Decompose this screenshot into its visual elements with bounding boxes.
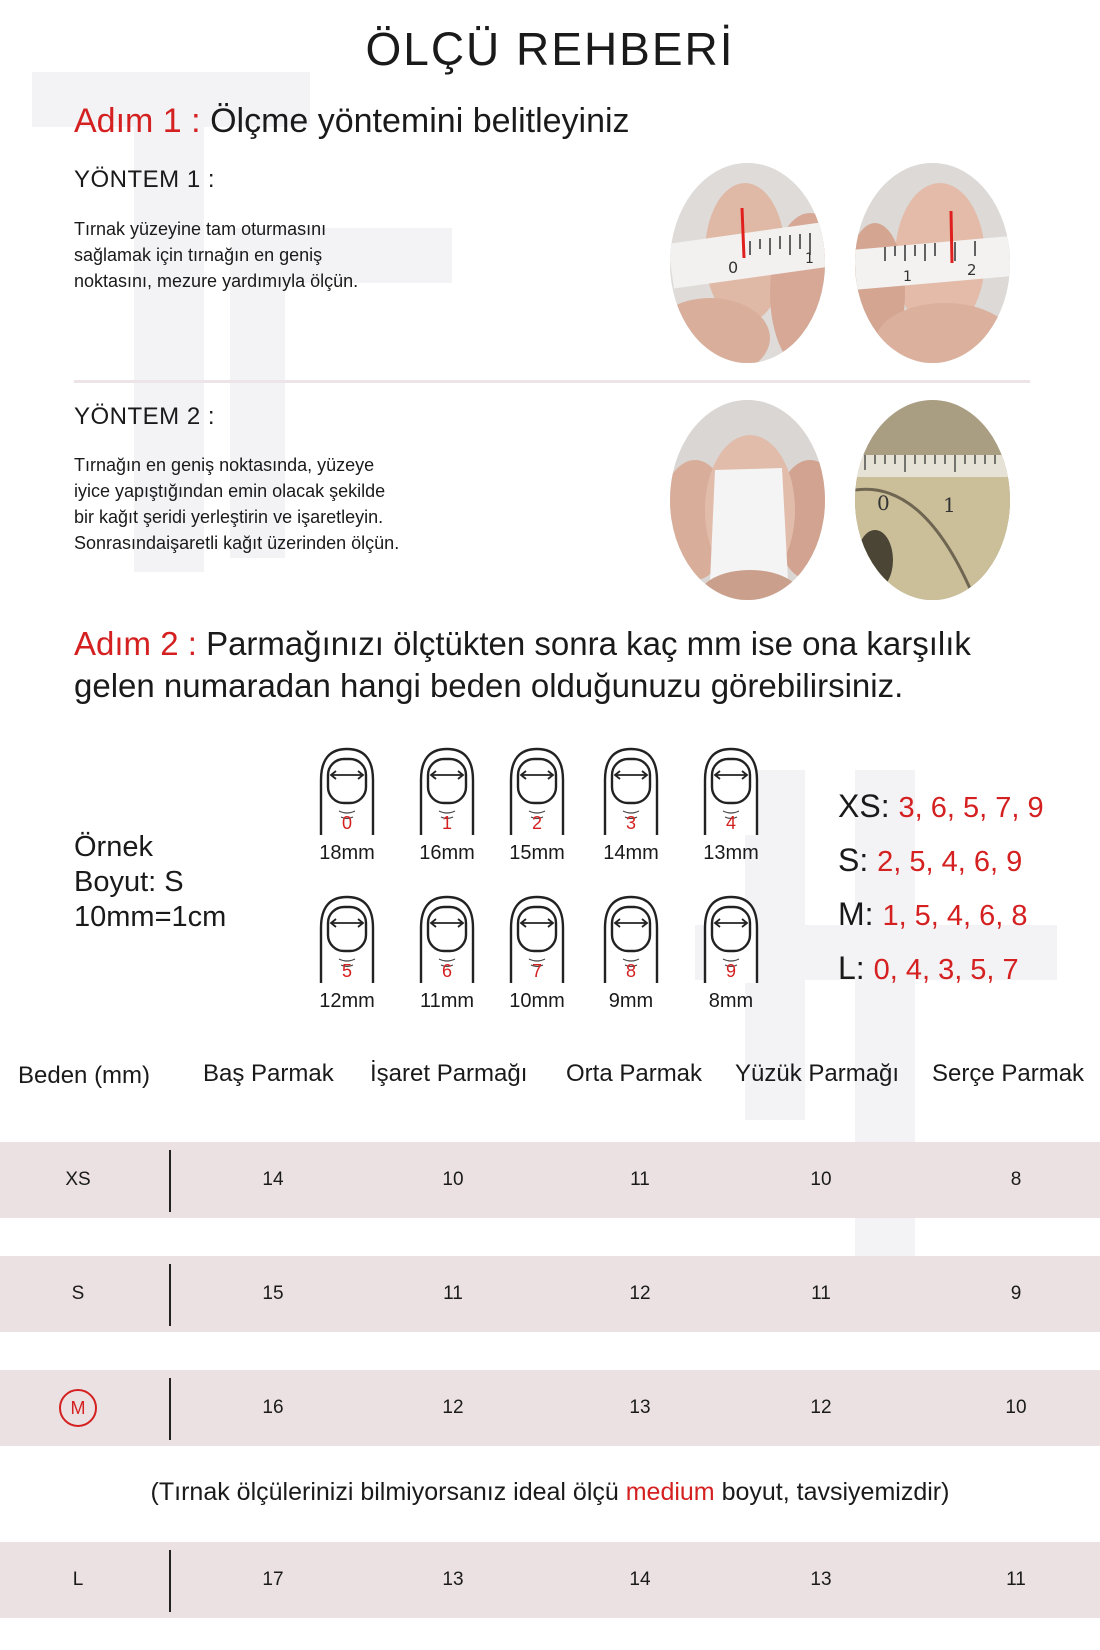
table-cell: 9	[1010, 1283, 1022, 1304]
nail-number: 6	[441, 961, 452, 981]
method1-heading: YÖNTEM 1 :	[74, 166, 216, 193]
method2-line: Tırnağın en geniş noktasında, yüzeye	[74, 455, 375, 475]
table-header-middle: Orta Parmak	[566, 1060, 703, 1087]
nail-number: 2	[531, 813, 542, 833]
table-cell-size: S	[71, 1283, 85, 1304]
nail-size-item	[502, 893, 572, 1013]
nail-mm: 18mm	[319, 842, 375, 864]
table-header-index: İşaret Parmağı	[370, 1060, 528, 1087]
table-header-ring: Yüzük Parmağı	[735, 1060, 900, 1087]
table-cell: 12	[810, 1397, 832, 1418]
table-cell-size	[28, 1370, 128, 1446]
method2-line: Sonrasındaişaretli kağıt üzerinden ölçün.	[74, 533, 400, 553]
column-separator	[169, 1264, 171, 1326]
table-header-size: Beden (mm)	[18, 1062, 151, 1089]
nail-number: 4	[725, 813, 736, 833]
tape-label: 0	[728, 258, 739, 277]
tape-measure-photo-2	[855, 163, 1010, 363]
method2-line: iyice yapıştığından emin olacak şekilde	[74, 481, 386, 501]
nail-mm: 13mm	[703, 842, 759, 864]
section-divider	[74, 380, 1030, 383]
table-cell: 13	[442, 1569, 464, 1590]
nail-size-item	[312, 745, 382, 865]
table-header-pinky: Serçe Parmak	[932, 1060, 1085, 1087]
nail-number: 3	[625, 813, 636, 833]
step2-line	[74, 623, 971, 665]
highlight-circle: M	[59, 1389, 97, 1427]
table-cell: 14	[262, 1169, 284, 1190]
step1-text: Ölçme yöntemini belitleyiniz	[210, 102, 630, 140]
column-separator	[169, 1150, 171, 1212]
size-set-label: XS:	[838, 788, 890, 824]
table-cell: 12	[442, 1397, 464, 1418]
table-header-thumb: Baş Parmak	[203, 1060, 334, 1087]
nail-size-item	[596, 893, 666, 1013]
table-cell: 16	[262, 1397, 284, 1418]
size-set-l	[838, 942, 1044, 996]
note-text: (Tırnak ölçülerinizi bilmiyorsanız ideal ölçü	[150, 1478, 626, 1506]
method2-line: bir kağıt şeridi yerleştirin ve işaretleyin.	[74, 507, 384, 527]
step2-prefix: Adım 2 :	[74, 625, 197, 662]
nail-size-item	[412, 745, 482, 865]
table-cell: 14	[629, 1569, 651, 1590]
size-sets	[838, 780, 1044, 996]
nail-number: 1	[441, 813, 452, 833]
table-cell: 13	[629, 1397, 651, 1418]
size-set-s	[838, 834, 1044, 888]
size-set-values: 3, 6, 5, 7, 9	[898, 792, 1044, 824]
table-cell: 8	[1010, 1169, 1022, 1190]
table-cell: 10	[442, 1169, 464, 1190]
size-set-xs	[838, 780, 1044, 834]
tape-label: 1	[805, 251, 814, 267]
size-set-label: S:	[838, 842, 869, 878]
paper-strip-photo	[670, 400, 825, 600]
nail-mm: 10mm	[509, 990, 565, 1012]
table-cell: 11	[1006, 1569, 1026, 1590]
nail-number: 8	[625, 961, 636, 981]
method1-line: Tırnak yüzeyine tam oturmasını	[74, 219, 327, 239]
table-cell: 10	[1005, 1397, 1027, 1418]
step2-heading	[74, 623, 971, 707]
example-conversion: 10mm=1cm	[74, 901, 227, 933]
table-cell: 12	[629, 1283, 651, 1304]
tape-label: 1	[903, 269, 912, 285]
table-cell: 10	[810, 1169, 832, 1190]
method1-line: sağlamak için tırnağın en geniş	[74, 245, 323, 265]
step2-line2: gelen numaradan hangi beden olduğunuzu görebilirsiniz.	[74, 667, 904, 704]
column-separator	[169, 1550, 171, 1612]
note-text-end: boyut, tavsiyemizdir)	[714, 1478, 950, 1506]
page-title: ÖLÇÜ REHBERİ	[365, 23, 735, 75]
step1-heading	[74, 100, 630, 142]
table-row	[0, 1142, 1100, 1218]
table-cell: 17	[262, 1569, 284, 1590]
size-set-label: M:	[838, 896, 874, 932]
nail-mm: 14mm	[603, 842, 659, 864]
table-cell: 11	[443, 1283, 463, 1304]
step2-line1: Parmağınızı ölçtükten sonra kaç mm ise ona karşılık	[206, 625, 971, 662]
nail-number: 5	[341, 961, 352, 981]
example-box	[74, 830, 226, 935]
note-highlight: medium	[625, 1478, 715, 1506]
nail-size-item	[502, 745, 572, 865]
nail-number: 7	[531, 961, 542, 981]
table-row	[0, 1256, 1100, 1332]
nail-number: 9	[725, 961, 736, 981]
ruler-photo	[855, 400, 1010, 600]
table-cell-size: XS	[65, 1169, 91, 1190]
size-set-m	[838, 888, 1044, 942]
table-row	[0, 1542, 1100, 1618]
nail-size-item	[412, 893, 482, 1013]
nail-size-item	[696, 893, 766, 1013]
ruler-label: 1	[943, 493, 956, 517]
method1-description	[74, 216, 494, 294]
nail-mm: 11mm	[419, 990, 475, 1012]
nail-mm: 15mm	[509, 842, 565, 864]
recommendation-note	[0, 1478, 1100, 1507]
nail-mm: 12mm	[319, 990, 375, 1012]
size-set-values: 0, 4, 3, 5, 7	[873, 954, 1019, 986]
nail-mm: 16mm	[419, 842, 475, 864]
column-separator	[169, 1378, 171, 1440]
nail-size-item	[596, 745, 666, 865]
table-cell-size: L	[72, 1569, 84, 1590]
table-cell: 13	[810, 1569, 832, 1590]
nail-number: 0	[341, 813, 352, 833]
nail-mm: 9mm	[608, 990, 654, 1012]
nail-size-item	[696, 745, 766, 865]
example-size: Boyut: S	[74, 866, 184, 898]
size-set-values: 1, 5, 4, 6, 8	[882, 900, 1028, 932]
nail-mm: 8mm	[708, 990, 754, 1012]
table-cell: 11	[630, 1169, 650, 1190]
tape-label: 2	[967, 261, 977, 279]
tape-measure-photo-1	[670, 163, 825, 363]
method2-heading: YÖNTEM 2 :	[74, 403, 216, 430]
step1-prefix: Adım 1 :	[74, 102, 201, 140]
method1-line: noktasını, mezure yardımıyla ölçün.	[74, 271, 359, 291]
table-cell: 11	[811, 1283, 831, 1304]
nail-size-item	[312, 893, 382, 1013]
method2-description	[74, 452, 494, 556]
size-set-label: L:	[838, 950, 865, 986]
size-set-values: 2, 5, 4, 6, 9	[877, 846, 1023, 878]
example-title: Örnek	[74, 831, 153, 863]
table-row	[0, 1370, 1100, 1446]
ruler-label: 0	[877, 491, 890, 515]
table-cell: 15	[262, 1283, 284, 1304]
